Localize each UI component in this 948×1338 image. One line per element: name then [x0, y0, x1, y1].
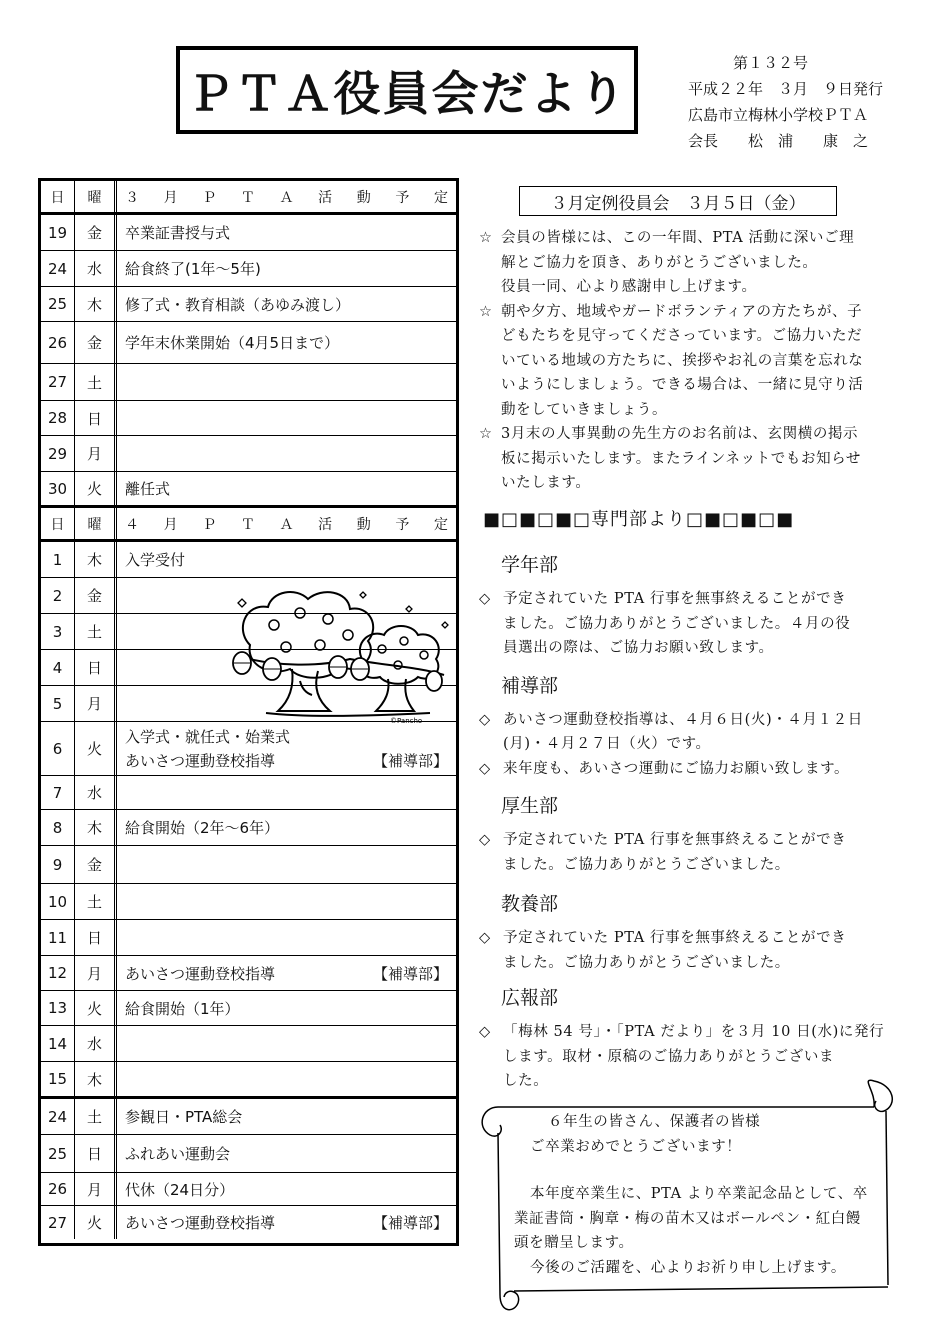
header-char: Ｔ — [240, 516, 255, 533]
schedule-row — [41, 1206, 456, 1239]
department-line: ました。ご協力ありがとうございました。４月の役 — [503, 615, 851, 632]
event-cell — [117, 322, 456, 363]
date-cell: 24 — [41, 1099, 75, 1134]
meeting-bullet-icon: ☆ — [479, 230, 493, 246]
department-bullet-icon: ◇ — [479, 930, 491, 946]
weekday-cell: 月 — [75, 1173, 117, 1205]
title-box — [176, 46, 638, 134]
weekday-cell: 火 — [75, 472, 117, 505]
date-cell: 27 — [41, 1206, 75, 1239]
schedule-row — [41, 810, 456, 846]
weekday-cell: 土 — [75, 884, 117, 919]
event-text: 入学受付 — [125, 551, 186, 569]
schedule-row — [41, 776, 456, 810]
meeting-line: どもたちを見守ってくださっています。ご協力いただ — [501, 328, 863, 344]
school-name: 広島市立梅林小学校ＰＴＡ — [688, 106, 869, 124]
weekday-cell: 火 — [75, 722, 117, 775]
department-line: 予定されていた PTA 行事を無事終えることができ — [503, 591, 847, 607]
date-cell: 2 — [41, 578, 75, 613]
department-line: 員選出の際は、ご協力お願い致します。 — [503, 640, 774, 656]
date-cell: 11 — [41, 920, 75, 955]
event-cell — [117, 1206, 456, 1239]
header-char: 月 — [163, 189, 178, 206]
date-cell: 30 — [41, 472, 75, 505]
department-tag: 【補導部】 — [372, 1214, 448, 1232]
schedule-row — [41, 251, 456, 287]
header-char: Ｔ — [240, 189, 255, 206]
date-cell: 28 — [41, 401, 75, 435]
event-cell — [117, 251, 456, 286]
weekday-cell: 金 — [75, 578, 117, 613]
meeting-item — [479, 422, 889, 496]
header-char: ３ — [125, 189, 139, 206]
schedule-row — [41, 401, 456, 436]
date-cell: 6 — [41, 722, 75, 775]
meeting-line: 解とご協力を頂き、ありがとうございました。 — [501, 254, 818, 271]
header-char: Ｐ — [202, 516, 217, 533]
schedule-row — [41, 215, 456, 251]
schedule-row — [41, 1026, 456, 1062]
schedule-row — [41, 722, 456, 776]
date-cell: 8 — [41, 810, 75, 845]
department-item — [479, 587, 889, 661]
graduation-note — [474, 1077, 904, 1317]
department-tag: 【補導部】 — [372, 964, 448, 983]
event-cell — [117, 364, 456, 400]
date-cell: 25 — [41, 287, 75, 321]
weekday-cell: 日 — [75, 1135, 117, 1172]
weekday-cell: 水 — [75, 776, 117, 809]
header-char: 動 — [356, 189, 371, 206]
weekday-cell: 火 — [75, 991, 117, 1025]
page-title: ＰＴＡ役員会だより — [186, 66, 628, 122]
issue-number: 第１３２号 — [733, 54, 809, 72]
weekday-cell: 日 — [75, 401, 117, 435]
date-cell: 15 — [41, 1062, 75, 1096]
col-dow-header: 曜 — [75, 508, 117, 539]
department-bullet-icon: ◇ — [479, 760, 491, 777]
event-text: 卒業証書授与式 — [125, 224, 231, 242]
header-char: 定 — [434, 516, 448, 533]
department-title: 厚生部 — [501, 795, 559, 817]
event-cell — [117, 810, 456, 845]
schedule-row — [41, 322, 456, 364]
schedule-row — [41, 364, 456, 401]
note-body-line: 本年度卒業生に、PTA より卒業記念品として、卒 — [530, 1186, 868, 1202]
weekday-cell: 土 — [75, 614, 117, 649]
header-char: Ａ — [279, 189, 294, 206]
schedule-row — [41, 542, 456, 578]
department-line: 来年度も、あいさつ運動にご協力お願い致します。 — [503, 760, 850, 777]
event-text: あいさつ運動登校指導 — [125, 1214, 276, 1232]
event-text: 学年末休業開始（4月5日まで） — [125, 334, 340, 352]
department-line: ました。ご協力ありがとうございました。 — [503, 856, 790, 873]
event-cell — [117, 401, 456, 435]
department-line: した。 — [503, 1073, 549, 1089]
department-title: 学年部 — [501, 554, 559, 576]
meeting-item — [479, 226, 889, 300]
weekday-cell: 日 — [75, 920, 117, 955]
event-text: 修了式・教育相談（あゆみ渡し） — [125, 295, 351, 314]
date-cell: 13 — [41, 991, 75, 1025]
schedule-row — [41, 287, 456, 322]
department-title: 広報部 — [501, 987, 559, 1009]
meeting-title-box — [519, 186, 837, 216]
schedule-row — [41, 472, 456, 508]
event-text: あいさつ運動登校指導 — [125, 964, 276, 983]
meeting-line: いている地域の方たちに、挨拶やお礼の言葉を忘れな — [501, 352, 864, 369]
date-cell: 12 — [41, 956, 75, 990]
event-cell — [117, 287, 456, 321]
col-date-header: 日 — [41, 508, 75, 539]
event-text: ふれあい運動会 — [125, 1145, 231, 1163]
weekday-cell: 水 — [75, 1026, 117, 1061]
schedule-row — [41, 884, 456, 920]
event-cell — [117, 884, 456, 919]
schedule-row — [41, 1062, 456, 1099]
header-char: Ａ — [279, 516, 294, 533]
event-cell — [117, 776, 456, 809]
meeting-line: いようにしましょう。できる場合は、一緒に見守り活 — [501, 377, 864, 393]
april-header-title — [117, 508, 456, 539]
event-text: 給食開始（1年） — [125, 999, 240, 1018]
department-line: (月)・４月２７日（火）です。 — [503, 736, 711, 752]
note-body — [514, 1182, 886, 1280]
event-text: 給食開始（2年～6年） — [125, 819, 280, 837]
president-name: 会長 松 浦 康 之 — [688, 132, 869, 150]
note-line-1: ６年生の皆さん、保護者の皆様 — [548, 1114, 761, 1130]
weekday-cell: 火 — [75, 1206, 117, 1239]
note-body-line: 業証書筒・胸章・梅の苗木又はボールペン・紅白饅 — [514, 1210, 862, 1227]
weekday-cell: 日 — [75, 650, 117, 685]
weekday-cell: 金 — [75, 846, 117, 883]
event-text: 給食終了(1年～5年) — [125, 260, 261, 278]
date-cell: 27 — [41, 364, 75, 400]
march-header-row — [41, 181, 456, 215]
note-body-line: 今後のご活躍を、心よりお祈り申し上げます。 — [530, 1259, 846, 1276]
event-cell — [117, 722, 456, 775]
date-cell: 1 — [41, 542, 75, 577]
header-char: 活 — [318, 516, 333, 533]
departments-area — [479, 550, 889, 1094]
department-item — [479, 708, 889, 757]
note-body-line: 頭を贈呈します。 — [514, 1235, 634, 1251]
weekday-cell: 水 — [75, 251, 117, 286]
event-cell — [117, 215, 456, 250]
department-line: ました。ご協力ありがとうございました。 — [503, 954, 790, 971]
weekday-cell: 金 — [75, 322, 117, 363]
department-line: 「梅林 54 号」・「PTA だより」を３月 10 日(水)に発行 — [503, 1024, 885, 1040]
header-char: 動 — [356, 516, 371, 533]
department-item — [479, 926, 889, 975]
department-tag: 【補導部】 — [372, 751, 448, 770]
department-bullet-icon: ◇ — [479, 711, 491, 728]
department-bullet-icon: ◇ — [479, 591, 491, 607]
department-line: あいさつ運動登校指導は、４月６日(火)・４月１２日 — [503, 711, 863, 728]
weekday-cell: 木 — [75, 542, 117, 577]
event-cell — [117, 1062, 456, 1096]
schedule-row — [41, 956, 456, 991]
department-line: します。取材・原稿のご協力ありがとうございま — [503, 1048, 835, 1065]
department-item — [479, 757, 889, 782]
event-cell — [117, 991, 456, 1025]
event-cell — [117, 1099, 456, 1134]
date-cell: 14 — [41, 1026, 75, 1061]
event-cell — [117, 1026, 456, 1061]
weekday-cell: 月 — [75, 436, 117, 471]
schedule-row — [41, 991, 456, 1026]
department-bullet-icon: ◇ — [479, 1024, 491, 1040]
header-char: ４ — [125, 516, 139, 533]
department-line: 予定されていた PTA 行事を無事終えることができ — [503, 930, 847, 946]
header-char: 予 — [395, 189, 410, 206]
meeting-line: 板に掲示いたします。またラインネットでもお知らせ — [501, 450, 861, 467]
meeting-line: 3月末の人事異動の先生方のお名前は、玄関横の掲示 — [501, 426, 859, 442]
department-line: 予定されていた PTA 行事を無事終えることができ — [503, 832, 847, 848]
event-cell — [117, 846, 456, 883]
meeting-line: 役員一同、心より感謝申し上げます。 — [501, 279, 757, 295]
header-char: 活 — [318, 189, 333, 206]
event-text: 参観日・PTA総会 — [125, 1108, 243, 1126]
date-cell: 4 — [41, 650, 75, 685]
header-char: 予 — [395, 516, 410, 533]
event-cell — [117, 1173, 456, 1205]
date-cell: 19 — [41, 215, 75, 250]
event-cell — [117, 542, 456, 577]
date-cell: 9 — [41, 846, 75, 883]
header-char: 月 — [163, 516, 178, 533]
weekday-cell: 木 — [75, 287, 117, 321]
schedule-row — [41, 1099, 456, 1135]
meeting-bullet-icon: ☆ — [479, 426, 493, 442]
header-char: 定 — [434, 189, 448, 206]
meeting-line: いたします。 — [501, 475, 591, 491]
schedule-row — [41, 1135, 456, 1173]
date-cell: 7 — [41, 776, 75, 809]
event-cell — [117, 1135, 456, 1172]
meeting-bullet-icon: ☆ — [479, 303, 493, 320]
meeting-item — [479, 300, 889, 423]
meeting-line: 会員の皆様には、この一年間、PTA 活動に深いご理 — [501, 230, 855, 246]
march-header-title — [117, 181, 456, 212]
weekday-cell: 土 — [75, 1099, 117, 1134]
april-header-row — [41, 508, 456, 542]
event-cell — [117, 956, 456, 990]
event-text: 離任式 — [125, 480, 171, 498]
event-cell — [117, 436, 456, 471]
col-date-header: 日 — [41, 181, 75, 212]
note-line-2: ご卒業おめでとうございます！ — [530, 1139, 742, 1155]
header-char: Ｐ — [202, 189, 217, 206]
cherry-tree-illustration — [230, 585, 452, 725]
event-cell — [117, 472, 456, 505]
meeting-notes — [479, 226, 889, 496]
weekday-cell: 土 — [75, 364, 117, 400]
schedule-row — [41, 1173, 456, 1206]
date-cell: 29 — [41, 436, 75, 471]
date-cell: 3 — [41, 614, 75, 649]
col-dow-header: 曜 — [75, 181, 117, 212]
schedule-row — [41, 436, 456, 472]
department-bullet-icon: ◇ — [479, 832, 491, 848]
date-cell: 5 — [41, 686, 75, 721]
date-cell: 25 — [41, 1135, 75, 1172]
event-text: あいさつ運動登校指導 — [125, 751, 276, 770]
weekday-cell: 木 — [75, 810, 117, 845]
meeting-line: 朝や夕方、地域やガードボランティアの方たちが、子 — [501, 303, 863, 320]
date-cell: 24 — [41, 251, 75, 286]
schedule-row — [41, 920, 456, 956]
meeting-title: ３月定例役員会 ３月５日（金） — [550, 193, 806, 214]
date-cell: 10 — [41, 884, 75, 919]
weekday-cell: 月 — [75, 956, 117, 990]
department-title: 補導部 — [501, 674, 559, 697]
event-line-2 — [125, 749, 448, 773]
weekday-cell: 金 — [75, 215, 117, 250]
issue-date: 平成２２年 ３月 ９日発行 — [688, 80, 884, 98]
date-cell: 26 — [41, 1173, 75, 1205]
department-title: 教養部 — [501, 893, 559, 915]
illustration-credit: ©Pancho — [390, 717, 423, 725]
department-item — [479, 828, 889, 877]
weekday-cell: 月 — [75, 686, 117, 721]
departments-header: ■□■□■□専門部より□■□■□■ — [483, 509, 795, 530]
schedule-row — [41, 846, 456, 884]
event-text: 代休（24日分） — [125, 1180, 235, 1199]
event-text: 入学式・就任式・始業式 — [125, 727, 291, 746]
meeting-line: 動をしていきましょう。 — [501, 401, 668, 418]
date-cell: 26 — [41, 322, 75, 363]
weekday-cell: 木 — [75, 1062, 117, 1096]
event-cell — [117, 920, 456, 955]
